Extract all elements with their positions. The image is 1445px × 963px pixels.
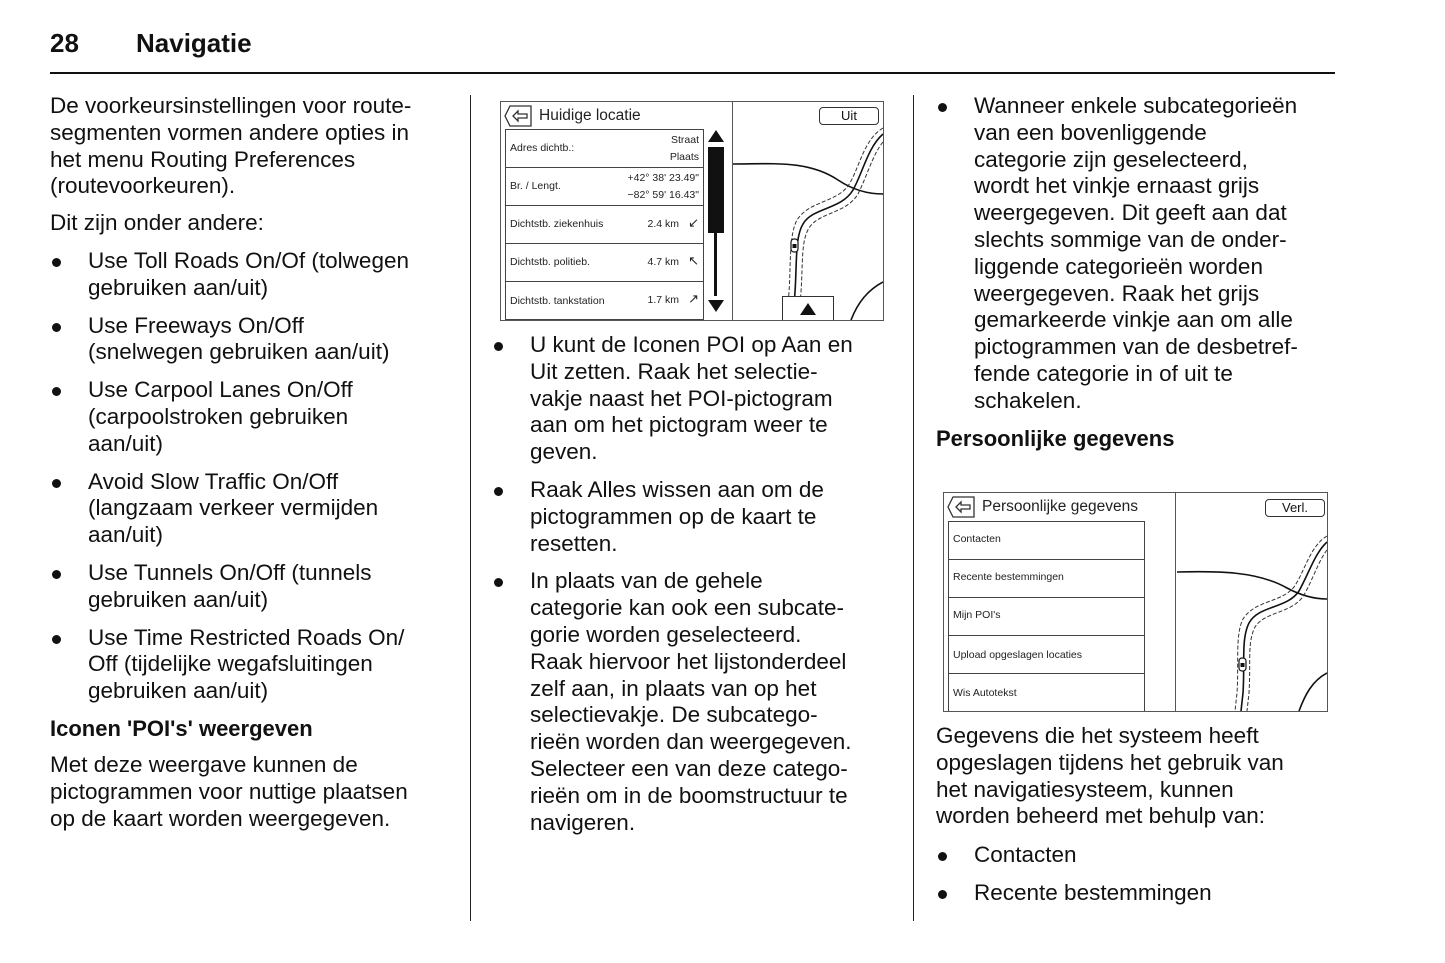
column-divider [913,95,914,921]
row-value [670,132,699,166]
text-line: op de kaart worden weergegeven. [50,805,391,831]
lead-text: Dit zijn onder andere: [50,210,264,236]
text-line: het menu Routing Preferences [50,146,356,172]
row-label: Recente bestemmingen [953,571,1064,583]
list-item [50,625,460,705]
list-row-my-pois[interactable] [949,598,1144,636]
list-row-address[interactable] [506,130,703,168]
text-line: Wanneer enkele subcategorieën [974,93,1298,118]
text-line: rieën om in de boomstructuur te [530,782,848,808]
row-value [627,170,699,204]
list-item [50,248,460,302]
map-view[interactable] [1177,493,1327,711]
column-3-lower [936,723,1346,918]
list-row-hospital[interactable] [506,206,703,244]
latitude-value: +42° 38' 23.49" [627,172,699,184]
text-line: Use Freeways On/Off [88,312,304,338]
bullet-icon [494,578,503,587]
row-label: Dichtstb. tankstation [510,295,605,307]
bullet-icon [938,890,947,899]
text-line: aan/uit) [88,522,164,548]
bullet-icon [52,387,61,396]
poi-paragraph [50,752,460,832]
list-item [492,568,902,836]
row-label: Mijn POI's [953,609,1001,621]
text-line: In plaats van de gehele [530,568,763,594]
bullet-icon [52,258,61,267]
list-item [50,560,460,614]
text-line: geven. [530,439,598,465]
intro-paragraph [50,93,460,200]
list-row-contacts[interactable] [949,522,1144,560]
exit-button[interactable]: Verl. [1265,499,1325,517]
text-line: (carpoolstroken gebruiken [88,403,349,429]
text-line: segmenten vormen andere opties in [50,119,409,145]
screen-left-pane [944,493,1176,711]
bullet-icon [494,487,503,496]
text-line: Met deze weergave kunnen de [50,751,358,777]
scrollbar-thumb[interactable] [708,147,724,233]
text-line: Use Time Restricted Roads On/ [88,624,405,650]
bullet-icon [938,852,947,861]
list-row-upload-saved-locations[interactable] [949,636,1144,674]
north-up-icon [800,303,816,315]
personal-data-options-list [936,842,1346,907]
longitude-value: −82° 59' 16.43" [627,189,699,201]
list-item [936,842,1346,869]
map-compass-button[interactable] [782,296,834,320]
text-line: Raak hiervoor het lijstonderdeel [530,648,847,674]
list-row-clear-autotext[interactable] [949,674,1144,711]
back-arrow-icon[interactable] [504,105,532,127]
list-row-gas-station[interactable] [506,282,703,320]
text-line: weergegeven. Dit geeft aan dat [974,200,1287,226]
text-line: vakje naast het POI-pictogram [530,385,833,411]
text-line: wordt het vinkje ernaast grijs [974,173,1260,199]
bullet-icon [494,342,503,351]
text-line: U kunt de Iconen POI op Aan en [530,332,853,357]
text-line: Avoid Slow Traffic On/Off [88,468,339,494]
screen-left-pane [501,102,733,320]
bullet-icon [52,479,61,488]
text-line: worden beheerd met behulp van: [936,803,1265,829]
personal-data-list [948,521,1145,711]
list-item [50,469,460,549]
text-line: aan/uit) [88,430,164,456]
list-item [50,377,460,457]
scrollbar-track[interactable] [714,233,717,296]
row-label: Dichtstb. politieb. [510,256,590,268]
text-line: Use Tunnels On/Off (tunnels [88,559,372,585]
list-item [50,313,460,367]
row-label: Upload opgeslagen locaties [953,649,1083,661]
row-label: Br. / Lengt. [510,180,561,192]
text-line: Uit zetten. Raak het selectie- [530,358,818,384]
text-line: (routevoorkeuren). [50,173,236,199]
row-distance: 1.7 km [647,294,679,306]
text-line: gebruiken aan/uit) [88,586,269,612]
arrow-southwest-icon: ↙ [688,215,699,230]
text-line: (snelwegen gebruiken aan/uit) [88,339,390,365]
map-roads [1177,493,1327,711]
map-view[interactable] [733,102,883,320]
text-line: Use Toll Roads On/Of (tolwegen [88,247,409,273]
section-heading-personal-data: Persoonlijke gegevens [936,425,1175,451]
back-arrow-icon[interactable] [947,496,975,518]
text-line: fende categorie in of uit te [974,360,1233,386]
arrow-northwest-icon: ↖ [688,253,699,268]
personal-data-paragraph [936,723,1346,830]
text-line: liggende categorieën worden [974,253,1263,279]
column-2 [492,332,902,847]
text-line: navigeren. [530,809,636,835]
text-line: categorie kan ook een subcate- [530,595,844,621]
list-row-police[interactable] [506,244,703,282]
column-1 [50,93,460,842]
arrow-northeast-icon: ↗ [688,291,699,306]
text-line: categorie zijn geselecteerd, [974,146,1248,172]
row-label: Contacten [953,533,1001,545]
poi-instructions-list [492,332,902,836]
routing-options-list [50,248,460,705]
location-list [505,129,704,320]
text-line: Gegevens die het systeem heeft [936,723,1259,748]
row-label: Wis Autotekst [953,687,1017,699]
scroll-down-icon[interactable] [708,300,724,312]
text-line: Contacten [974,842,1077,868]
row-label: Adres dichtb.: [510,142,575,154]
text-line: aan om het pictogram weer te [530,412,828,438]
text-line: pictogrammen op de kaart te [530,503,817,529]
column-3 [936,93,1346,462]
text-line: weergegeven. Raak het grijs [974,280,1260,306]
text-line: Use Carpool Lanes On/Off [88,377,353,403]
text-line: gemarkeerde vinkje aan om alle [974,307,1293,333]
text-line: van een bovenliggende [974,119,1207,145]
text-line: selectievakje. De subcatego- [530,702,818,728]
text-line: gebruiken aan/uit) [88,274,269,300]
text-line: Raak Alles wissen aan om de [530,476,824,502]
nav-screen-current-location [500,101,884,321]
bullet-icon [52,323,61,332]
list-item [936,93,1346,415]
list-item [492,332,902,466]
row-distance: 2.4 km [647,218,679,230]
nav-screen-personal-data [943,492,1328,712]
row-distance: 4.7 km [647,256,679,268]
subcategory-notes-list [936,93,1346,415]
text-line: pictogrammen van de desbetref- [974,334,1298,360]
text-line: slechts sommige van de onder- [974,226,1287,252]
page-title: Navigatie [136,28,252,58]
text-line: Selecteer een van deze catego- [530,755,848,781]
text-line: gorie worden geselecteerd. [530,621,802,647]
text-line: het navigatiesysteem, kunnen [936,776,1234,802]
row-label: Dichtstb. ziekenhuis [510,218,604,230]
off-button[interactable]: Uit [819,107,879,125]
list-row-recent-destinations[interactable] [949,560,1144,598]
text-line: gebruiken aan/uit) [88,678,269,704]
city-value: Plaats [669,151,699,163]
map-roads [733,102,883,320]
bullet-icon [52,570,61,579]
text-line: opgeslagen tijdens het gebruik van [936,749,1284,775]
text-line: Recente bestemmingen [974,879,1212,905]
text-line: Off (tijdelijke wegafsluitingen [88,651,373,677]
text-line: (langzaam verkeer vermijden [88,495,379,521]
text-line: schakelen. [974,387,1082,413]
bullet-icon [938,103,947,112]
column-divider [470,95,471,921]
page-number: 28 [50,28,79,58]
screen-title: Persoonlijke gegevens [982,498,1138,515]
text-line: rieën worden dan weergegeven. [530,729,852,755]
text-line: resetten. [530,530,618,556]
page-header [50,26,1335,74]
scroll-up-icon[interactable] [708,130,724,142]
text-line: De voorkeursinstellingen voor route- [50,93,412,118]
section-heading-poi: Iconen 'POI's' weergeven [50,715,313,741]
list-item [492,477,902,557]
list-row-coordinates[interactable] [506,168,703,206]
street-value: Straat [670,134,699,146]
screen-title: Huidige locatie [539,107,641,124]
text-line: pictogrammen voor nuttige plaatsen [50,778,408,804]
text-line: zelf aan, in plaats van op het [530,675,817,701]
list-item [936,880,1346,907]
bullet-icon [52,635,61,644]
